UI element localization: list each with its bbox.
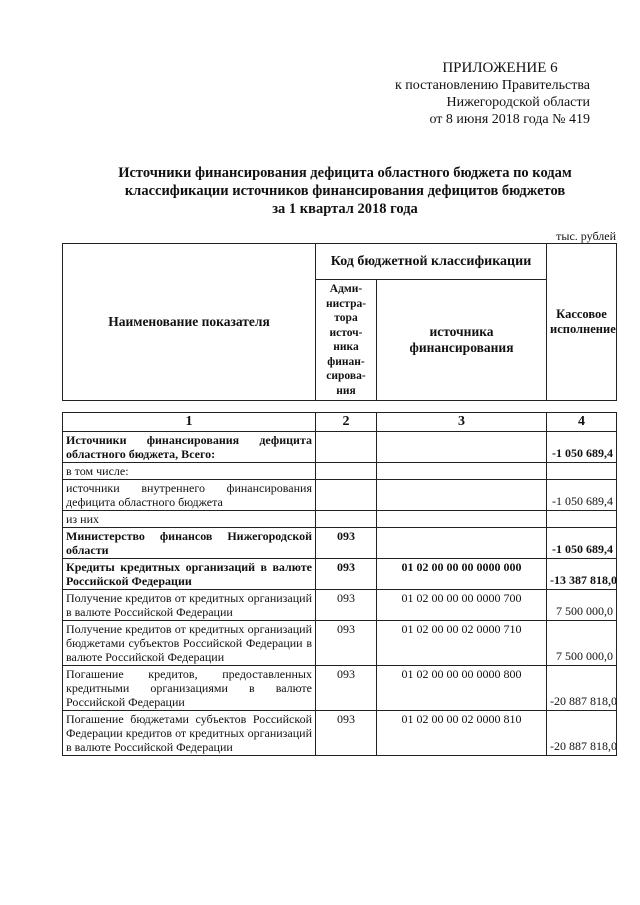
source-code-cell — [377, 511, 547, 528]
admin-code-cell — [316, 432, 377, 463]
source-code-cell: 01 02 00 00 00 0000 700 — [377, 590, 547, 621]
source-code-cell: 01 02 00 00 00 0000 800 — [377, 666, 547, 711]
table-row — [63, 559, 617, 590]
name-cell: Погашение кредитов, предоставленных кредитными организациями в валюте Российской Федерации — [63, 666, 316, 711]
table-row — [63, 432, 617, 463]
header-admin: Адми-нистра-тора источ-ника финан-сирова-ния — [316, 280, 377, 401]
title-line-2: классификации источников финансирования дефицитов бюджетов — [124, 183, 566, 199]
table-row — [63, 711, 617, 756]
col-number: 4 — [547, 413, 617, 432]
title-line-3: за 1 квартал 2018 года — [272, 201, 418, 217]
amount-cell: 7 500 000,0 — [547, 621, 617, 666]
col-number: 1 — [63, 413, 316, 432]
source-code-cell — [377, 480, 547, 511]
header-name: Наименование показателя — [63, 244, 316, 401]
name-cell: Получение кредитов от кредитных организаций бюджетами субъектов Российской Федерации в валюте Российской Федерации — [63, 621, 316, 666]
name-cell: Источники финансирования дефицита областного бюджета, Всего: — [63, 432, 316, 463]
appendix-line-2: Нижегородской области — [446, 95, 590, 110]
name-cell: Министерство финансов Нижегородской области — [63, 528, 316, 559]
table-row — [63, 511, 617, 528]
amount-cell: -1 050 689,4 — [547, 432, 617, 463]
header-source: источника финансирования — [377, 280, 547, 401]
admin-code-cell — [316, 463, 377, 480]
name-cell: источники внутреннего финансирования дефицита областного бюджета — [63, 480, 316, 511]
table-row — [63, 480, 617, 511]
admin-code-cell: 093 — [316, 528, 377, 559]
col-number: 3 — [377, 413, 547, 432]
source-code-cell: 01 02 00 00 00 0000 000 — [377, 559, 547, 590]
table-row — [63, 528, 617, 559]
admin-code-cell: 093 — [316, 590, 377, 621]
admin-code-cell: 093 — [316, 621, 377, 666]
table-row — [63, 666, 617, 711]
amount-cell: -1 050 689,4 — [547, 528, 617, 559]
amount-cell: 7 500 000,0 — [547, 590, 617, 621]
source-code-cell — [377, 463, 547, 480]
table-header — [62, 243, 617, 401]
amount-cell — [547, 511, 617, 528]
table-row — [63, 621, 617, 666]
admin-code-cell: 093 — [316, 666, 377, 711]
title-line-1: Источники финансирования дефицита областного бюджета по кодам — [118, 165, 572, 181]
admin-code-cell — [316, 511, 377, 528]
source-code-cell: 01 02 00 00 02 0000 810 — [377, 711, 547, 756]
amount-cell: -20 887 818,0 — [547, 666, 617, 711]
col-number: 2 — [316, 413, 377, 432]
name-cell: Погашение бюджетами субъектов Российской Федерации кредитов от кредитных организаций в валюте Российской Федерации — [63, 711, 316, 756]
appendix-number: ПРИЛОЖЕНИЕ 6 — [442, 60, 558, 76]
appendix-block — [350, 60, 590, 128]
amount-cell — [547, 463, 617, 480]
table-row — [63, 590, 617, 621]
admin-code-cell: 093 — [316, 711, 377, 756]
name-cell: Кредиты кредитных организаций в валюте Российской Федерации — [63, 559, 316, 590]
name-cell: в том числе: — [63, 463, 316, 480]
units-label: тыс. рублей — [556, 229, 616, 243]
admin-code-cell: 093 — [316, 559, 377, 590]
appendix-line-3: от 8 июня 2018 года № 419 — [429, 112, 590, 127]
amount-cell: -13 387 818,0 — [547, 559, 617, 590]
admin-code-cell — [316, 480, 377, 511]
amount-cell: -1 050 689,4 — [547, 480, 617, 511]
amount-cell: -20 887 818,0 — [547, 711, 617, 756]
appendix-line-1: к постановлению Правительства — [394, 78, 590, 93]
table-row — [63, 463, 617, 480]
data-table — [62, 412, 617, 756]
document-title — [60, 164, 630, 218]
header-code-group: Код бюджетной классификации — [316, 244, 547, 280]
column-numbers-row — [63, 413, 617, 432]
source-code-cell — [377, 528, 547, 559]
name-cell: Получение кредитов от кредитных организаций в валюте Российской Федерации — [63, 590, 316, 621]
name-cell: из них — [63, 511, 316, 528]
source-code-cell: 01 02 00 00 02 0000 710 — [377, 621, 547, 666]
header-execution: Кассовое исполнение — [547, 244, 617, 401]
source-code-cell — [377, 432, 547, 463]
